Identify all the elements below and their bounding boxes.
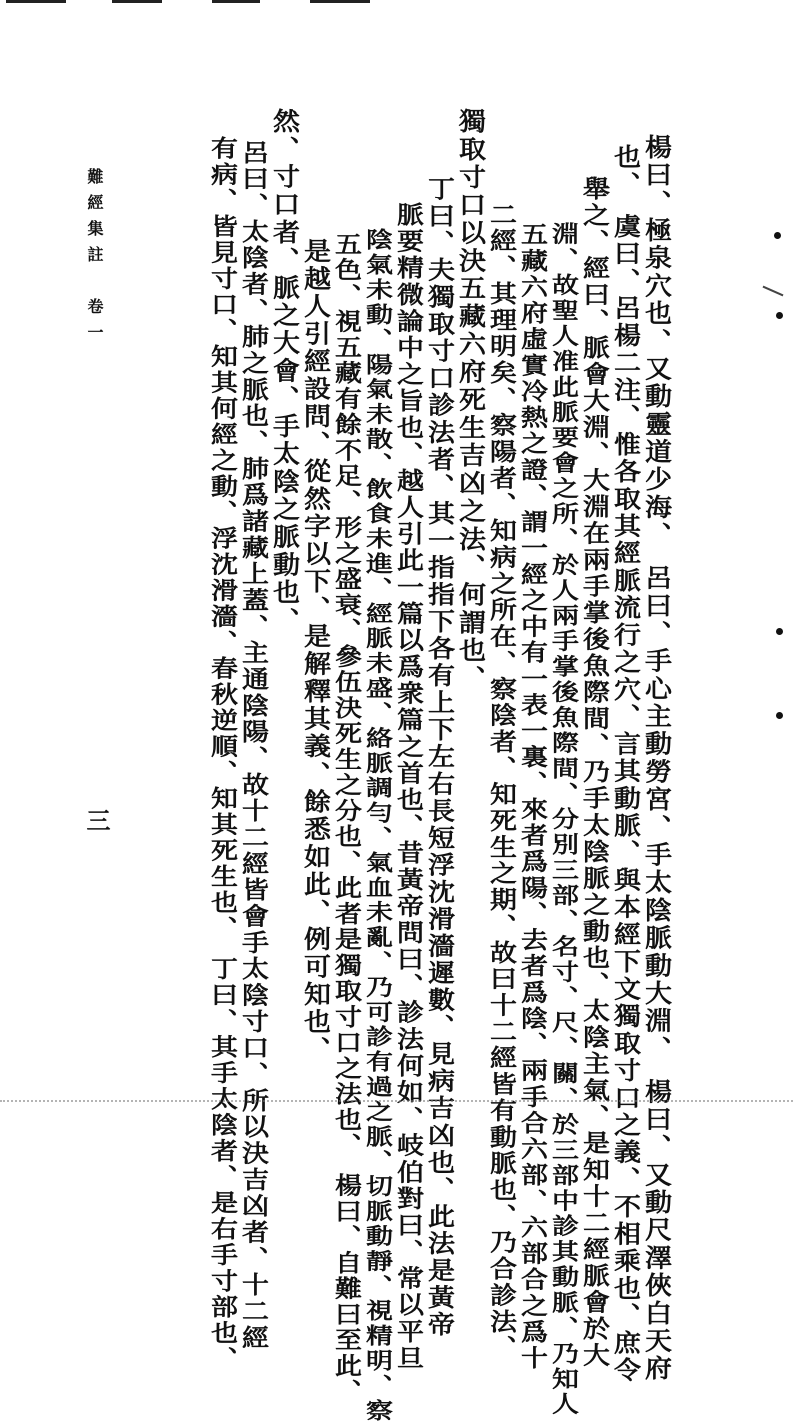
text-column-11: 五色、視五藏有餘不足、形之盛衰、參伍決死生之分也、此者是獨取寸口之法也、 楊曰、自難曰至此、 [330,232,361,1405]
text-column-12: 是越人引經設問、從然字以下、是解釋其義、餘悉如此、例可知也、 [299,238,330,1064]
scan-dust-strip [0,1100,793,1108]
top-rule-right [310,0,370,3]
text-column-5: 五藏六府虛實冷熱之證、謂一經之中有一表一裏、來者爲陽、去者爲陰、兩手合六部、六部合之爲十 [516,222,547,1372]
binding-hole-1 [774,232,781,239]
text-column-6: 二經、其理明矣、察陽者、知病之所在、察陰者、知死生之期、故曰十二經皆有動脈也、乃合診法、 [485,202,516,1362]
text-column-7: 獨取寸口以決五藏六府死生吉凶之法、何謂也、 [454,108,485,693]
text-column-14: 呂曰、太陰者、肺之脈也、肺爲諸藏上蓋、主通陰陽、故十二經皆會手太陰寸口、所以決吉凶者、十二經 [237,140,268,1352]
top-rule-mid [112,0,162,3]
binding-hole-3 [776,628,783,635]
text-column-8: 丁曰、夫獨取寸口診法者、其一指指下各有上下左右長短浮沈滑濇遲數、見病吉凶也、此法是黃帝 [423,176,454,1339]
text-column-9: 脈要精微論中之旨也、越人引此一篇以爲衆篇之首也、昔黃帝問曰、診法何如、岐伯對曰、常以平旦 [392,202,423,1372]
text-column-2: 也、 虞曰、呂楊二注、惟各取其經脈流行之穴、言其動脈、與本經下文獨取寸口之義、不相乘也、庶令 [609,144,640,1385]
text-column-4: 淵、故聖人准此脈要會之所、於人兩手掌後魚際間、分別三部、名寸、尺、關、於三部中診其動脈、乃知人 [547,222,578,1418]
scan-scratch-mark [763,286,784,297]
top-rule-center [212,0,260,3]
page-number: 三 [82,808,111,832]
binding-hole-2 [776,312,783,319]
binding-hole-4 [776,712,783,719]
text-column-15: 有病、皆見寸口、知其何經之動、浮沈滑濇、春秋逆順、知其死生也、 丁曰、其手太陰者、是右手寸部也、 [206,136,237,1373]
text-column-13: 然、寸口者、脈之大會、手太陰之脈動也、 [268,108,299,635]
text-column-1: 楊曰、極泉穴也、又動靈道少海、 呂曰、手心主動勞宮、手太陰脈動大淵、 楊曰、又動尺澤俠白天府 [640,134,671,1383]
margin-title: 難經集註 卷一 [85,168,104,350]
top-rule-left [6,0,66,3]
text-column-10: 陰氣未動、陽氣未散、飲食未進、經脈未盛、絡脈調勻、氣血未亂、乃可診有過之脈、切脈動靜、視精明、察 [361,228,392,1424]
text-column-3: 舉之、經曰、脈會大淵、大淵在兩手掌後魚際間、乃手太陰脈之動也、太陰主氣、是知十二經脈會於大 [578,176,609,1369]
